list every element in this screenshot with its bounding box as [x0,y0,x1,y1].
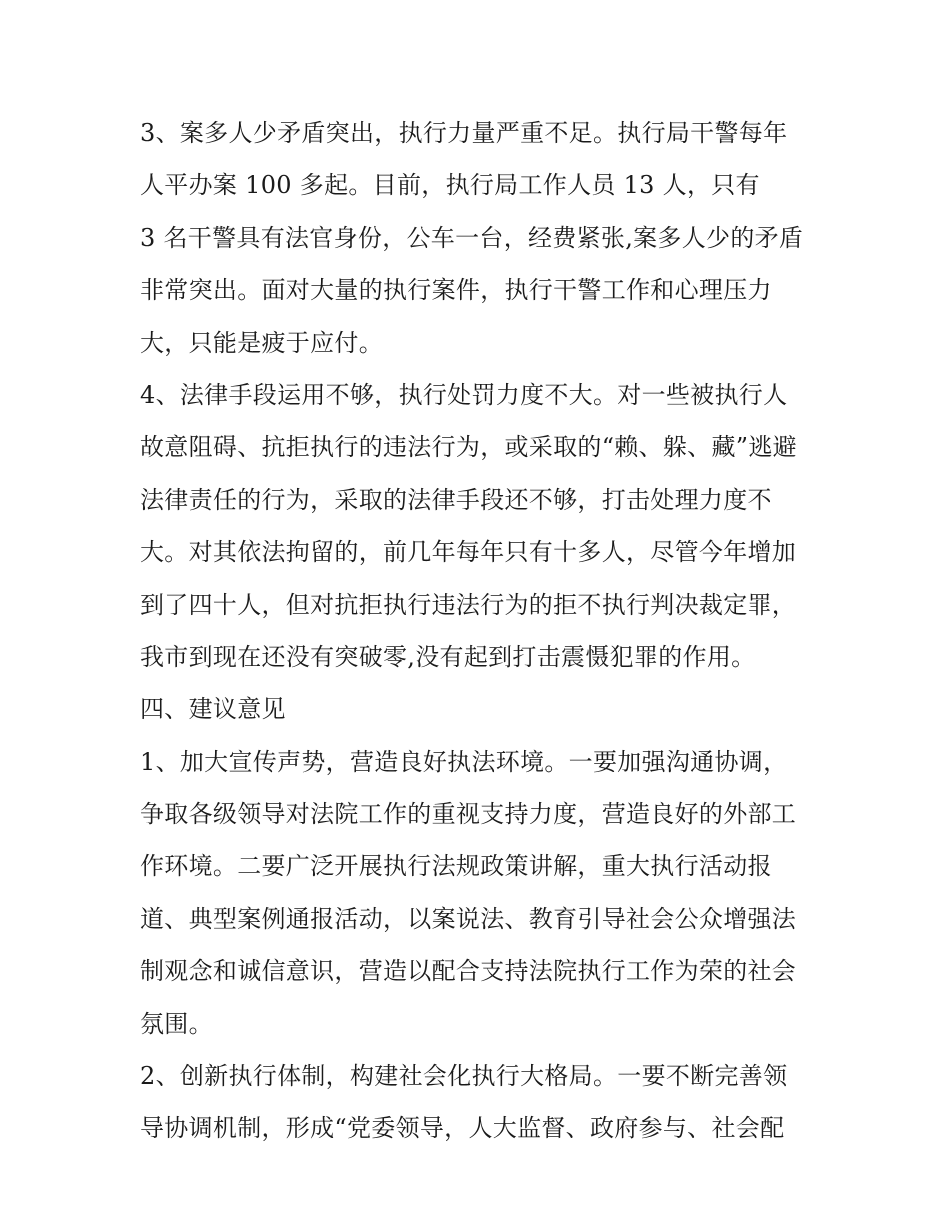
text-line: 3、案多人少矛盾突出，执行力量严重不足。执行局干警每年 [140,119,788,147]
text-line: 4、法律手段运用不够，执行处罚力度不大。对一些被执行人 [140,380,788,409]
text-line: 大。对其依法拘留的，前几年每年只有十多人，尽管今年增加 [140,538,797,567]
text-line: 制观念和诚信意识，营造以配合支持法院执行工作为荣的社会 [140,957,797,986]
text-line: 2、创新执行体制，构建社会化执行大格局。一要不断完善领 [140,1062,788,1091]
text-line: 法律责任的行为，采取的法律手段还不够，打击处理力度不 [140,485,772,514]
text-line: 3 名干警具有法官身份，公车一台，经费紧张,案多人少的矛盾 [140,223,804,252]
body-text [140,107,830,1155]
text-line: 争取各级领导对法院工作的重视支持力度，营造良好的外部工 [140,800,797,829]
text-line: 故意阻碍、抗拒执行的违法行为，或采取的“赖、躲、藏”逃避 [140,433,797,462]
text-line: 作环境。二要广泛开展执行法规政策讲解，重大执行活动报 [140,852,772,881]
text-line: 我市到现在还没有突破零,没有起到打击震慑犯罪的作用。 [140,642,756,671]
text-line: 1、加大宣传声势，营造良好执法环境。一要加强沟通协调， [140,747,788,776]
text-line: 氛围。 [140,1009,213,1038]
text-line: 大，只能是疲于应付。 [140,328,383,357]
text-line: 导协调机制，形成“党委领导，人大监督、政府参与、社会配 [140,1114,785,1143]
text-line: 非常突出。面对大量的执行案件，执行干警工作和心理压力 [140,276,772,305]
text-line: 道、典型案例通报活动，以案说法、教育引导社会公众增强法 [140,904,797,933]
text-line: 到了四十人，但对抗拒执行违法行为的拒不执行判决裁定罪， [140,590,797,619]
section-heading: 四、建议意见 [140,695,286,724]
text-line: 人平办案 100 多起。目前，执行局工作人员 13 人，只有 [140,171,760,200]
